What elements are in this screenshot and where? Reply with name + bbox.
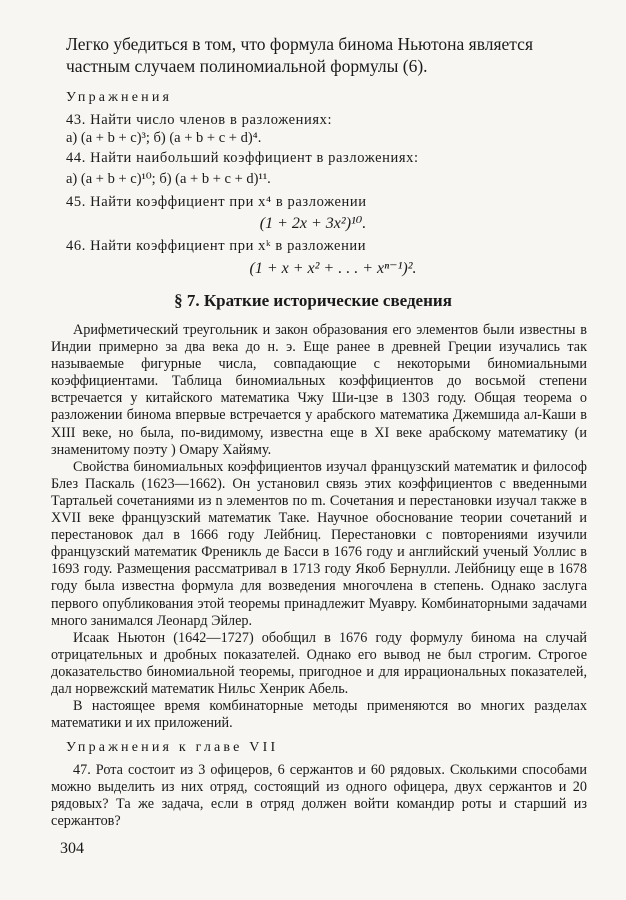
history-paragraph-2: Свойства биномиальных коэффициентов изучал французский математик и философ Блез Паскаль (1623—1662). Он установил связь этих коэффициентов с введенными Тартальей сочетаниями из n элементов по m. Сочетания и перестановки изучал также в XVII веке французский математик Таке. Научное обоснование теории сочетаний и перестановок дал в 1666 году Лейбниц. Перестановки с повторениями изучили французский математик Френикль де Басси в 1676 году и английский ученый Уоллис в 1693 году. Размещения рассматривал в 1713 году Якоб Бернулли. Лейбницу еще в 1678 году была известна формула для возведения многочлена в степень. Однако заслуга первого опубликования этой теоремы принадлежит Муавру. Комбинаторными задачами много занимался Леонард Эйлер. (51, 458, 587, 629)
exercise-45-label: 45. Найти коэффициент при x⁴ в разложении (66, 194, 367, 210)
exercise-45-formula: (1 + 2x + 3x²)¹⁰. (259, 215, 367, 232)
page-number: 304 (60, 840, 84, 857)
exercise-45 (66, 193, 586, 211)
exercise-43-sub: а) (a + b + c)³; б) (a + b + c + d)⁴. (66, 130, 262, 146)
exercise-46 (66, 237, 586, 255)
history-text (51, 322, 587, 732)
intro-paragraph (66, 33, 586, 77)
exercise-44-label: 44. Найти наибольший коэффициент в разложениях: (66, 150, 419, 166)
exercise-44-sub: а) (a + b + c)¹⁰; б) (a + b + c + d)¹¹. (66, 171, 271, 187)
exercise-47 (51, 762, 587, 830)
intro-text: Легко убедиться в том, что формула бинома Ньютона является частным случаем полиномиальной формулы (6). (66, 34, 533, 76)
history-paragraph-4: В настоящее время комбинаторные методы применяются во многих разделах математики и их приложений. (51, 698, 587, 732)
exercises-heading: Упражнения (66, 90, 173, 105)
exercise-46-formula: (1 + x + x² + . . . + xⁿ⁻¹)². (249, 260, 417, 277)
history-paragraph-1: Арифметический треугольник и закон образования его элементов были известны в Индии примерно за два века до н. э. Еще ранее в древней Греции изучались так называемые фигурные числа, совпадающие с некоторыми биномиальными коэффициентами. Таблица биномиальных коэффициентов до восьмой степени встречается у китайского математика Чжу Ши-цзе в 1303 году. Общая теорема о разложении бинома впервые встречается у арабского математика Джемшида ал-Каши в XIII веке, но была, по-видимому, известна еще в XI веке арабскому математику (и знаменитому поэту ) Омару Хайяму. (51, 322, 587, 458)
section-title: § 7. Краткие исторические сведения (174, 291, 452, 310)
exercise-44 (66, 149, 586, 188)
history-paragraph-3: Исаак Ньютон (1642—1727) обобщил в 1676 году формулу бинома на случай отрицательных и дробных показателей. Однако его вывод не был строгим. Строгое доказательство биномиальной теоремы, пригодное и для иррациональных показателей, дал норвежский математик Нильс Хенрик Абель. (51, 629, 587, 697)
exercise-43-label: 43. Найти число членов в разложениях: (66, 112, 333, 128)
exercise-47-text: 47. Рота состоит из 3 офицеров, 6 сержантов и 60 рядовых. Сколькими способами можно выделить из них отряд, состоящий из одного офицера, двух сержантов и 20 рядовых? Та же задача, если в отряд должен войти командир роты и старший из сержантов? (51, 762, 587, 830)
chapter-exercises-heading: Упражнения к главе VII (66, 740, 279, 755)
exercise-46-label: 46. Найти коэффициент при xᵏ в разложении (66, 238, 367, 254)
exercise-43 (66, 111, 586, 147)
